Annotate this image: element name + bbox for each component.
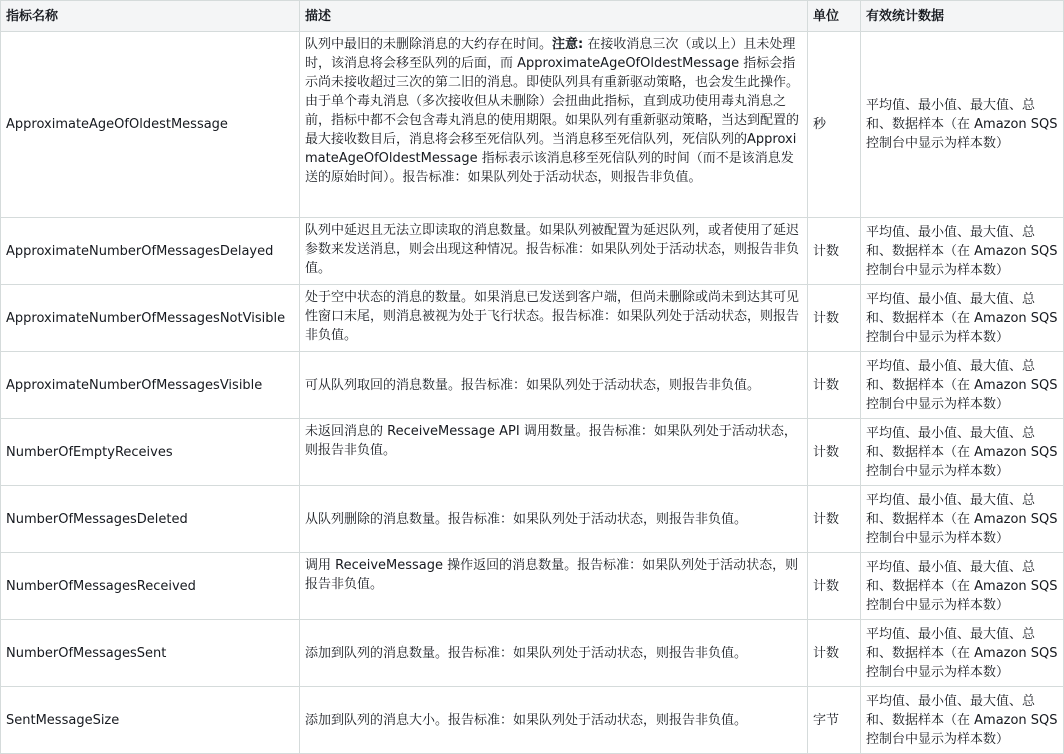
metric-description: 添加到队列的消息大小。报告标准：如果队列处于活动状态，则报告非负值。 — [300, 687, 808, 754]
metric-stats: 平均值、最小值、最大值、总和、数据样本（在 Amazon SQS 控制台中显示为样本数） — [861, 32, 1064, 218]
metric-unit: 计数 — [808, 553, 861, 620]
metric-unit: 计数 — [808, 486, 861, 553]
metric-stats: 平均值、最小值、最大值、总和、数据样本（在 Amazon SQS 控制台中显示为样本数） — [861, 419, 1064, 486]
metric-unit: 计数 — [808, 285, 861, 352]
header-valid-stats: 有效统计数据 — [861, 1, 1064, 32]
metric-name: NumberOfMessagesDeleted — [1, 486, 300, 553]
metric-stats: 平均值、最小值、最大值、总和、数据样本（在 Amazon SQS 控制台中显示为样本数） — [861, 553, 1064, 620]
metric-description: 添加到队列的消息数量。报告标准：如果队列处于活动状态，则报告非负值。 — [300, 620, 808, 687]
table-row — [1, 32, 1064, 218]
metric-unit: 计数 — [808, 419, 861, 486]
metric-stats: 平均值、最小值、最大值、总和、数据样本（在 Amazon SQS 控制台中显示为样本数） — [861, 352, 1064, 419]
table-row — [1, 352, 1064, 419]
metric-name: NumberOfEmptyReceives — [1, 419, 300, 486]
description-intro: 队列中最旧的未删除消息的大约存在时间。 — [305, 37, 553, 52]
table-row — [1, 687, 1064, 754]
metric-unit: 计数 — [808, 218, 861, 285]
description-body: 在接收消息三次（或以上）且未处理时，该消息将会移至队列的后面，而 ApproximateAgeOfOldestMessage 指标会指示尚未接收超过三次的第二旧的消息。即使队列具有重新驱动策略，也会发生此操作。由于单个毒丸消息（多次接收但从未删除）会扭曲此指标，直到成功使用毒丸消息之前，指标中都不会包含毒丸消息的使用期限。如果队列有重新驱动策略，当达到配置的最大接收数目后，消息将会移至死信队列。当消息移至死信队列，死信队列的ApproximateAgeOfOldestMessage 指标表示该消息移至死信队列的时间（而不是该消息发送的原始时间）。报告标准：如果队列处于活动状态，则报告非负值。 — [305, 37, 800, 185]
metric-name: NumberOfMessagesSent — [1, 620, 300, 687]
table-row — [1, 553, 1064, 620]
metric-stats: 平均值、最小值、最大值、总和、数据样本（在 Amazon SQS 控制台中显示为样本数） — [861, 687, 1064, 754]
metric-name: ApproximateNumberOfMessagesDelayed — [1, 218, 300, 285]
table-row — [1, 285, 1064, 352]
metric-unit: 计数 — [808, 620, 861, 687]
metric-unit: 字节 — [808, 687, 861, 754]
metric-unit: 计数 — [808, 352, 861, 419]
table-row — [1, 620, 1064, 687]
header-row — [1, 1, 1064, 32]
metric-stats: 平均值、最小值、最大值、总和、数据样本（在 Amazon SQS 控制台中显示为样本数） — [861, 285, 1064, 352]
table-row — [1, 419, 1064, 486]
table-row — [1, 486, 1064, 553]
metric-name: NumberOfMessagesReceived — [1, 553, 300, 620]
metric-stats: 平均值、最小值、最大值、总和、数据样本（在 Amazon SQS 控制台中显示为样本数） — [861, 486, 1064, 553]
header-description: 描述 — [300, 1, 808, 32]
metric-description: 处于空中状态的消息的数量。如果消息已发送到客户端，但尚未删除或尚未到达其可见性窗口末尾，则消息被视为处于飞行状态。报告标准：如果队列处于活动状态，则报告非负值。 — [300, 285, 808, 352]
header-unit: 单位 — [808, 1, 861, 32]
metric-unit: 秒 — [808, 32, 861, 218]
metric-description: 调用 ReceiveMessage 操作返回的消息数量。报告标准：如果队列处于活动状态，则报告非负值。 — [300, 553, 808, 620]
metric-description: 从队列删除的消息数量。报告标准：如果队列处于活动状态，则报告非负值。 — [300, 486, 808, 553]
header-metric-name: 指标名称 — [1, 1, 300, 32]
metric-stats: 平均值、最小值、最大值、总和、数据样本（在 Amazon SQS 控制台中显示为样本数） — [861, 620, 1064, 687]
metric-name: ApproximateNumberOfMessagesNotVisible — [1, 285, 300, 352]
metric-name: SentMessageSize — [1, 687, 300, 754]
metric-name: ApproximateAgeOfOldestMessage — [1, 32, 300, 218]
metric-description: 队列中延迟且无法立即读取的消息数量。如果队列被配置为延迟队列，或者使用了延迟参数来发送消息，则会出现这种情况。报告标准：如果队列处于活动状态，则报告非负值。 — [300, 218, 808, 285]
metric-description: 未返回消息的 ReceiveMessage API 调用数量。报告标准：如果队列处于活动状态，则报告非负值。 — [300, 419, 808, 486]
metric-name: ApproximateNumberOfMessagesVisible — [1, 352, 300, 419]
table-row — [1, 218, 1064, 285]
metric-description — [300, 32, 808, 218]
metric-stats: 平均值、最小值、最大值、总和、数据样本（在 Amazon SQS 控制台中显示为样本数） — [861, 218, 1064, 285]
note-label: 注意: — [552, 37, 584, 52]
metric-description: 可从队列取回的消息数量。报告标准：如果队列处于活动状态，则报告非负值。 — [300, 352, 808, 419]
